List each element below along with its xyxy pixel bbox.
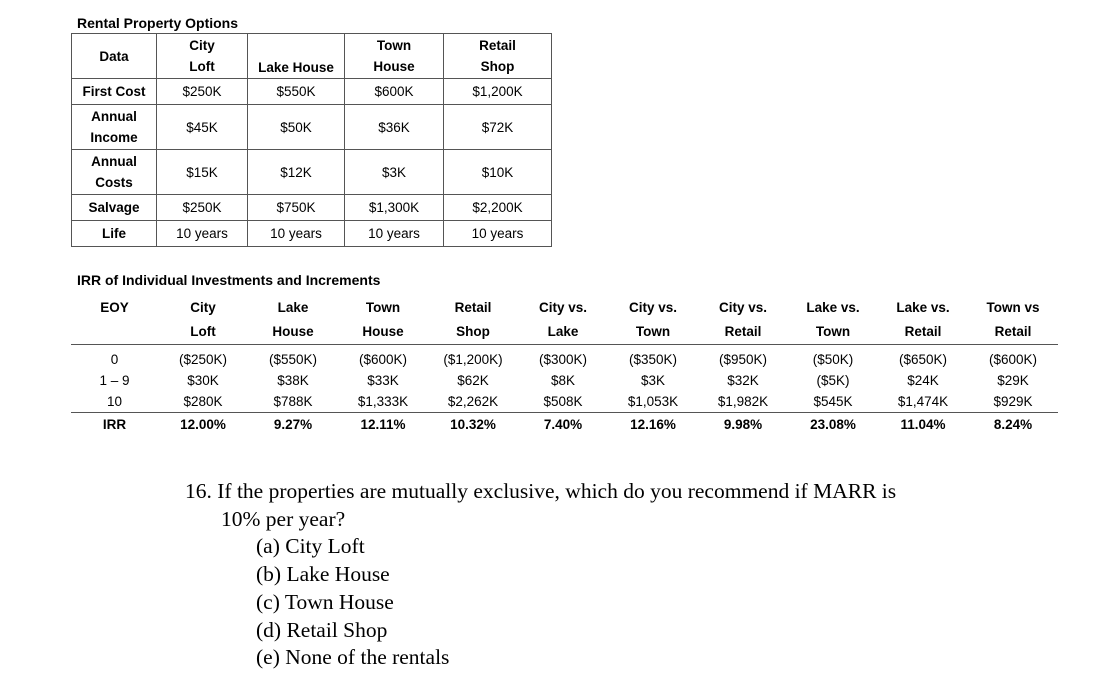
cell: ($250K) <box>178 352 228 367</box>
header-column: City vs. Lake <box>518 296 608 345</box>
table-row <box>71 345 1058 371</box>
cell: $24K <box>907 373 939 388</box>
irr-cell: 12.16% <box>608 413 698 438</box>
cell: $2,262K <box>447 394 499 409</box>
cell: 10 years <box>345 221 444 247</box>
cell: ($650K) <box>898 352 948 367</box>
table1-title: Rental Property Options <box>77 15 239 31</box>
header-column: Lake vs. Town <box>788 296 878 345</box>
header-column: City vs. Retail <box>698 296 788 345</box>
cell: $36K <box>345 105 444 150</box>
cell: $62K <box>457 373 489 388</box>
header-column: Retail Shop <box>428 296 518 345</box>
row-label-first-cost: First Cost <box>72 79 157 105</box>
cell: ($600K) <box>358 352 408 367</box>
irr-cell: 10.32% <box>428 413 518 438</box>
row-label-annual-income: Annual Income <box>72 105 157 150</box>
header-city-loft: City Loft <box>157 34 248 79</box>
cell: 10 years <box>444 221 552 247</box>
header-lake-house: Lake House <box>248 34 345 79</box>
cell: ($5K) <box>816 373 850 388</box>
cell: $15K <box>157 150 248 195</box>
cell: $750K <box>248 195 345 221</box>
rental-options-table <box>71 33 552 247</box>
cell: $50K <box>248 105 345 150</box>
table-row <box>72 150 552 195</box>
irr-table <box>71 296 1058 437</box>
question-text-line1: 16. If the properties are mutually exclusive, which do you recommend if MARR is <box>185 479 897 503</box>
cell: $45K <box>157 105 248 150</box>
table-row <box>71 391 1058 413</box>
row-label-annual-costs: Annual Costs <box>72 150 157 195</box>
cell: $29K <box>997 373 1029 388</box>
cell: 10 years <box>248 221 345 247</box>
option-e: (e) None of the rentals <box>256 645 450 670</box>
header-column: Town vs Retail <box>968 296 1058 345</box>
header-column: City Loft <box>158 296 248 345</box>
cell: $1,474K <box>897 394 949 409</box>
table2-title: IRR of Individual Investments and Increments <box>77 272 381 288</box>
irr-cell: 23.08% <box>788 413 878 438</box>
header-eoy: EOY <box>71 296 158 345</box>
eoy-cell: 0 <box>110 352 119 367</box>
irr-cell: 11.04% <box>878 413 968 438</box>
cell: $3K <box>345 150 444 195</box>
cell: $2,200K <box>444 195 552 221</box>
cell: ($1,200K) <box>443 352 503 367</box>
irr-cell: 9.98% <box>698 413 788 438</box>
cell: $32K <box>727 373 759 388</box>
header-column: Lake vs. Retail <box>878 296 968 345</box>
header-column: Lake House <box>248 296 338 345</box>
header-retail-shop: Retail Shop <box>444 34 552 79</box>
cell: $280K <box>183 394 223 409</box>
header-data-cell: Data <box>72 34 157 79</box>
header-column: City vs. Town <box>608 296 698 345</box>
table-header-row <box>71 296 1058 345</box>
irr-cell: 7.40% <box>518 413 608 438</box>
cell: $8K <box>550 373 576 388</box>
header-town-house: Town House <box>345 34 444 79</box>
cell: $508K <box>543 394 583 409</box>
table-header-row <box>72 34 552 79</box>
question-block <box>185 478 896 672</box>
option-a: (a) City Loft <box>256 534 365 559</box>
cell: $1,200K <box>444 79 552 105</box>
cell: $12K <box>248 150 345 195</box>
cell: $38K <box>277 373 309 388</box>
irr-cell: 12.11% <box>338 413 428 438</box>
cell: ($950K) <box>718 352 768 367</box>
cell: $600K <box>345 79 444 105</box>
eoy-cell: 1 – 9 <box>99 373 130 388</box>
cell: $1,053K <box>627 394 679 409</box>
irr-cell: 12.00% <box>158 413 248 438</box>
option-b: (b) Lake House <box>256 562 390 587</box>
cell: $3K <box>640 373 666 388</box>
cell: $250K <box>157 195 248 221</box>
cell: 10 years <box>157 221 248 247</box>
cell: $10K <box>444 150 552 195</box>
cell: ($550K) <box>268 352 318 367</box>
irr-cell: 9.27% <box>248 413 338 438</box>
irr-label: IRR <box>71 413 158 438</box>
table-row <box>72 195 552 221</box>
row-label-life: Life <box>72 221 157 247</box>
header-column: Town House <box>338 296 428 345</box>
cell: $550K <box>248 79 345 105</box>
cell: ($600K) <box>988 352 1038 367</box>
cell: $929K <box>993 394 1033 409</box>
option-d: (d) Retail Shop <box>256 617 388 642</box>
cell: $250K <box>157 79 248 105</box>
cell: $1,300K <box>345 195 444 221</box>
table-row <box>72 79 552 105</box>
table-row <box>71 370 1058 391</box>
eoy-cell: 10 <box>106 394 123 409</box>
cell: $33K <box>367 373 399 388</box>
table-row <box>72 105 552 150</box>
irr-cell: 8.24% <box>968 413 1058 438</box>
cell: $788K <box>273 394 313 409</box>
cell: $1,982K <box>717 394 769 409</box>
question-text-line2: 10% per year? <box>221 506 346 531</box>
cell: ($50K) <box>812 352 854 367</box>
cell: ($300K) <box>538 352 588 367</box>
table-row <box>72 221 552 247</box>
irr-row <box>71 413 1058 438</box>
cell: ($350K) <box>628 352 678 367</box>
cell: $1,333K <box>357 394 409 409</box>
cell: $72K <box>444 105 552 150</box>
cell: $545K <box>813 394 853 409</box>
option-c: (c) Town House <box>256 589 394 614</box>
row-label-salvage: Salvage <box>72 195 157 221</box>
cell: $30K <box>187 373 219 388</box>
